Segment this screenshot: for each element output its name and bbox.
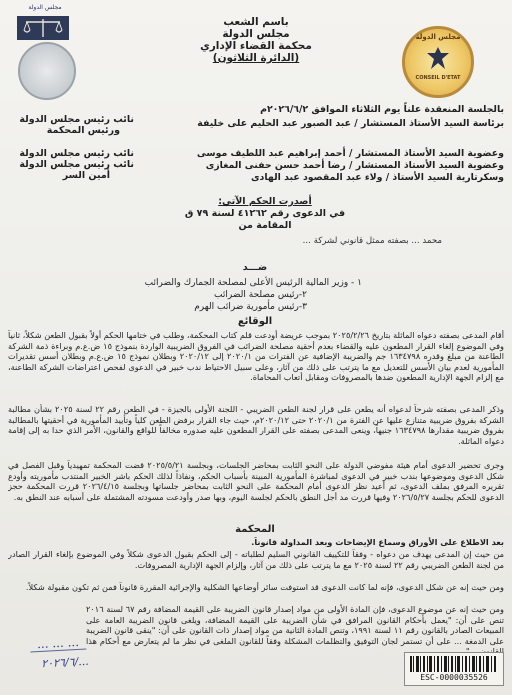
reasoning-intro: بعد الاطلاع على الأوراق وسماع الإيضاحات وبعد المداولة قانوناً. xyxy=(251,537,504,547)
emblem-caption-right: مجلس الدولة xyxy=(415,33,461,41)
against-label: ضـــد xyxy=(242,262,268,273)
basmala-line: باسم الشعب xyxy=(223,16,289,28)
court-name: محكمة القضاء الإداري xyxy=(200,40,312,52)
deputy-title: ورئيس المحكمة xyxy=(46,125,120,136)
session-line: وعضوية السيد الأستاذ المستشار / رضا أحمد حسن حفنى المغازى xyxy=(205,160,504,171)
deputy-title: نائب رئيس مجلس الدولة xyxy=(19,148,134,159)
defendant-line: ٢-رئيس مصلحة الضرائب xyxy=(214,290,307,300)
session-line: برئاسة السيد الأستاذ المستشار / عبد الصبور عبد الحليم على خليفة xyxy=(197,118,504,129)
council-name: مجلس الدولة xyxy=(222,28,290,40)
defendant-line: ٣-رئيس مأمورية ضرائب الهرم xyxy=(194,302,307,312)
court-heading: المحكمة xyxy=(235,524,275,535)
scales-icon xyxy=(14,14,72,42)
circuit-name: (الدائرة الثلاثون) xyxy=(212,52,300,64)
defendant-line: ١ - وزير المالية الرئيس الأعلى لمصلحة الجمارك والضرائب xyxy=(144,278,362,288)
reasoning-paragraph: ومن حيث إنه عن موضوع الدعوى، فإن المادة الأولى من مواد إصدار قانون الضريبة على القيمة المضافة رقم ٦٧ لسنة ٢٠١٦ تنص على أن: "يعمل بأحكام القانون المرافق في شأن الضريبة على القيمة المضافة، ويلغى قانون الضريبة العامة على المبيعات الصادر بالقانون رقم ١١ لسنة ١٩٩١، وتنص المادة الثانية من مواد إصدار ذات القانون على أن: "ينقى قانون الضريبة على الدمغة ... على أن تستمر لجان التوفيق والتظلمات المشكلة وفقاً للقانون الملغى في نظر ما لم يتعارض مع أحكام هذا xyxy=(86,604,504,646)
facts-paragraph: وجرى تحضير الدعوى أمام هيئة مفوضي الدولة على النحو الثابت بمحاضر الجلسات، وبجلسة ٢٠٢٥/٥/٢١ قضت المحكمة تمهيدياً وقبل الفصل في شكل الدعوى وموضوعها بندب خبير في الدعوى لمباشرة المأمورية المبينة بأسباب الحكم، ونفاذاً لذلك الحكم باشر الخبير المنتدب مأموريته وأودع تقريره المرفق بملف الدعوى، ثم أعيد نظر الدعوى أمام المحكمة على النحو الثابت بمحاضر جلساتها وبجلسة ٢٠٢٦/٤/١٥ قررت المحكمة حجز الدعوى للحكم بجلسة ٢٠٢٦/٥/٢٧ وفيها قررت مد أجل النطق بالحكم لجلسة اليوم، وبها صدر وأودعت مسودته المشتملة على أسبابه عند النطق به. xyxy=(8,460,504,502)
case-number: في الدعوى رقم ٤١٢٦٢ لسنة ٧٩ ق xyxy=(184,208,346,219)
barcode-number: ESC-0000035526 xyxy=(420,673,488,682)
council-emblem-right xyxy=(402,26,474,98)
handwritten-note: ... ... ... xyxy=(30,635,87,653)
council-emblem-left xyxy=(6,4,84,11)
ruling-block xyxy=(150,196,380,232)
panel-titles-block xyxy=(14,114,134,181)
facts-paragraph: وذكر المدعى بصفته شرحاً لدعواه أنه يطعن على قرار لجنة الطعن الضريبي - اللجنة الأولى بالجيزة - في الطعن رقم ٢٢ لسنة ٢٠٢٥ بشأن مطالبة الشركة بفروق ضريبية متنازع عليها عن الفترة من ٢٠٢٠/١ حتى ٢٠٢٠/١٢م، حيث جاء القرار برفض الطعن كلياً وتأييد المأمورية في أحقيتها بالمطالبة بفروق ضريبية مقدارها ١٦٣٤٧٩٨ جنيهاً، وينعى المدعى بصفته على القرار المطعون عليه صدوره مخالفاً للواقع والقانون، الأمر الذي حدا به إلى إقامة دعواه الماثلة. xyxy=(8,404,504,446)
facts-heading: الوقائع xyxy=(237,316,273,327)
reasoning-paragraph: ومن حيث إنه عن شكل الدعوى، فإنه لما كانت الدعوى قد استوفت سائر أوضاعها الشكلية والإجرائية المقررة قانوناً فمن ثم تكون مقبولة شكلاً. xyxy=(25,582,504,592)
barcode-stamp xyxy=(404,652,504,686)
facts-paragraph: أقام المدعى بصفته دعواه الماثلة بتاريخ ٢٠٢٥/٢/٢٦ بموجب عريضة أودعت قلم كتاب المحكمة، وطلب في ختامها الحكم أولاً بقبول الطعن شكلاً، ثانياً وفي الموضوع إلغاء القرار المطعون عليه والقضاء بعدم أحقية مصلحة الضرائب في الفروق الضريبية الواردة بنموذج ١٥ ض.ع.م وبراءة ذمة الشركة الطاعنة من مبلغ وقدره ١٦٣٤٧٩٨ جم والضريبة الإضافية عن الفترات من ٢٠٢٠/١ إلى ٢٠٢٠/١٢ وبطلان نموذج ١٥ ض.ع.م وبطلان أسس تقديرات المأمورية لعدم بيان الأسس للتعديل مع ما يترتب على ذلك من آثار، وعلى سبيل الاحتياط ندب خبير في الدعوى لفحص اعتراضات الشركة الطاعنة، مع إلزام الجهة الإدارية المطعون ضدها بالمصروفات ومقابل أتعاب المحاماة. xyxy=(8,330,504,383)
session-line: بالجلسة المنعقدة علناً يوم الثلاثاء الموافق ٢٠٢٦/٦/٢م xyxy=(260,104,504,115)
deputy-title: أمين السر xyxy=(62,170,110,181)
ruling-heading: أصدرت الحكم الآتي: xyxy=(218,196,312,207)
session-line: وعضوية السيد الأستاذ المستشار / أحمد إبراهيم عبد اللطيف موسى xyxy=(196,148,504,159)
document-header xyxy=(176,16,336,64)
filed-by-label: المقامة من xyxy=(238,220,292,231)
deputy-title: نائب رئيس مجلس الدولة xyxy=(19,159,134,170)
plaintiff-line: محمد ... بصفته ممثل قانوني لشركة ... xyxy=(302,236,442,246)
deputy-title: نائب رئيس مجلس الدولة xyxy=(19,114,134,125)
eagle-icon xyxy=(425,45,451,77)
session-line: وسكرتارية السيد الأستاذ / ولاء عبد المقصود عبد الهادى xyxy=(250,172,504,183)
handwritten-date: ٢٠٢٦/٦/... xyxy=(40,654,90,671)
emblem-caption-left: مجلس الدولة xyxy=(28,4,62,11)
reasoning-paragraph: من حيث إن المدعى يهدف من دعواه - وفقاً للتكييف القانوني السليم لطلباته - إلى الحكم بقبول الدعوى شكلاً وفي الموضوع بإلغاء القرار الصادر من لجنة الطعن الضريبي رقم ٢٢ لسنة ٢٠٢٥ مع ما يترتب على ذلك من آثار، وإلزام الجهة الإدارية المصروفات. xyxy=(8,549,504,570)
watermark-seal-icon xyxy=(18,42,76,100)
emblem-subcaption-right: CONSEIL D'ETAT xyxy=(415,75,461,81)
